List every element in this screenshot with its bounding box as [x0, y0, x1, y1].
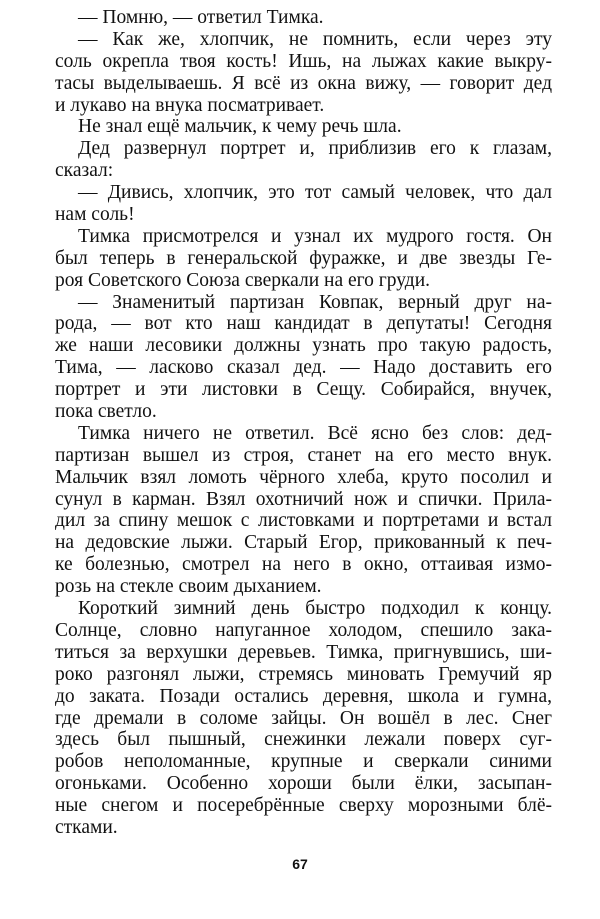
text-line: Тимка ничего не ответил. Всё ясно без слов: дед-	[78, 422, 552, 444]
text-line: — Дивись, хлопчик, это тот самый человек, что дал	[78, 182, 552, 204]
paragraph	[55, 292, 552, 423]
paragraph	[55, 226, 552, 292]
text-line: портрет и эти листовки в Сещу. Собирайся, внучек,	[55, 379, 552, 401]
text-line: на дедовские лыжи. Старый Егор, прикованный к печ-	[55, 532, 552, 554]
paragraph	[55, 598, 552, 839]
text-line: ке болезнью, смотрел на него в окно, оттаивая измо-	[55, 554, 552, 576]
text-line: — Знаменитый партизан Ковпак, верный друг на-	[78, 291, 552, 313]
text-line: сунул в карман. Взял охотничий нож и спички. Прила-	[55, 488, 552, 510]
text-line: соль окрепла твоя кость! Ишь, на лыжах какие выкру-	[55, 50, 552, 72]
text-line: стками.	[55, 816, 118, 838]
text-line: робов неполоманные, крупные и сверкали синими	[55, 751, 552, 773]
text-line: Не знал ещё мальчик, к чему речь шла.	[78, 116, 402, 138]
text-line: сказал:	[55, 160, 114, 182]
text-line: — Как же, хлопчик, не помнить, если через эту	[78, 28, 552, 50]
paragraph	[55, 116, 552, 138]
text-line: — Помню, — ответил Тимка.	[78, 7, 324, 28]
page-number: 67	[292, 856, 308, 872]
paragraph	[55, 138, 552, 182]
text-line: роя Советского Союза сверкали на его груди.	[55, 269, 431, 291]
text-line: Мальчик взял ломоть чёрного хлеба, круто посолил и	[55, 466, 552, 488]
paragraph	[55, 29, 552, 117]
body-text	[55, 7, 552, 839]
text-line: огоньками. Особенно хороши были ёлки, засыпан-	[55, 773, 552, 795]
text-line: розь на стекле своим дыханием.	[55, 576, 322, 598]
text-line: ные снегом и посеребрённые сверху морозными блё-	[55, 795, 552, 817]
text-line: и лукаво на внука посматривает.	[55, 94, 325, 116]
text-line: Короткий зимний день быстро подходил к концу.	[78, 598, 552, 620]
text-line: Солнце, словно напуганное холодом, спешило зака-	[55, 619, 552, 641]
text-line: же наши лесовики должны узнать про такую радость,	[55, 335, 552, 357]
text-line: дил за спину мешок с листовками и портретами и встал	[55, 510, 552, 532]
paragraph	[55, 7, 552, 29]
text-line: Тима, — ласково сказал дед. — Надо доставить его	[55, 357, 552, 379]
paragraph	[55, 423, 552, 598]
text-line: пока светло.	[55, 401, 157, 423]
text-line: нам соль!	[55, 204, 135, 226]
text-line: партизан вышел из строя, станет на его место внук.	[55, 444, 552, 466]
text-line: рода, — вот кто наш кандидат в депутаты! Сегодня	[55, 313, 552, 335]
text-line: был теперь в генеральской фуражке, и две звезды Ге-	[55, 247, 552, 269]
text-line: роко разгонял лыжи, стремясь миновать Гремучий яр	[55, 663, 552, 685]
text-line: тасы выделываешь. Я всё из окна вижу, — говорит дед	[55, 72, 552, 94]
paragraph	[55, 182, 552, 226]
text-line: до заката. Позади остались деревня, школа и гумна,	[55, 685, 552, 707]
text-line: где дремали в соломе зайцы. Он вошёл в лес. Снег	[55, 707, 552, 729]
text-line: здесь был пышный, снежинки лежали поверх суг-	[55, 729, 552, 751]
text-line: титься за верхушки деревьев. Тимка, пригнувшись, ши-	[55, 641, 552, 663]
text-line: Дед развернул портрет и, приблизив его к глазам,	[78, 138, 552, 160]
text-line: Тимка присмотрелся и узнал их мудрого гостя. Он	[78, 225, 552, 247]
